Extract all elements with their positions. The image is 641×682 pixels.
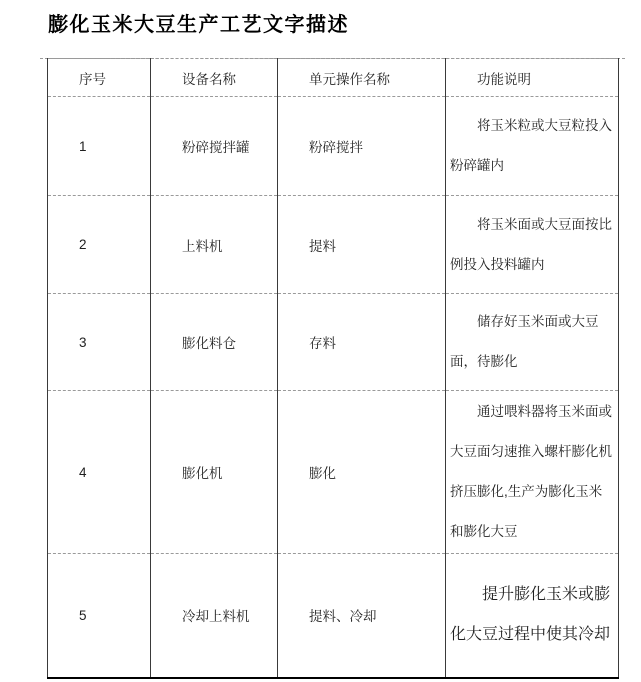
row-number-cell: 5 <box>48 554 151 678</box>
row-number-cell: 1 <box>48 97 151 196</box>
table-row <box>48 554 619 678</box>
device-name-cell: 粉碎搅拌罐 <box>151 97 278 196</box>
operation-name-cell: 膨化 <box>278 391 446 554</box>
function-description-cell: 储存好玉米面或大豆面，待膨化 <box>446 294 619 391</box>
document-title: 膨化玉米大豆生产工艺文字描述 <box>48 14 349 36</box>
function-description-cell: 提升膨化玉米或膨化大豆过程中使其冷却 <box>446 554 619 678</box>
table-row <box>48 294 619 391</box>
table-header-row <box>48 59 619 97</box>
row-number-cell: 2 <box>48 196 151 294</box>
header-cell-number: 序号 <box>48 59 151 97</box>
device-name-cell: 膨化料仓 <box>151 294 278 391</box>
operation-name-cell: 粉碎搅拌 <box>278 97 446 196</box>
function-description-cell: 通过喂料器将玉米面或大豆面匀速推入螺杆膨化机挤压膨化,生产为膨化玉米和膨化大豆 <box>446 391 619 554</box>
table-row <box>48 97 619 196</box>
header-cell-device-name: 设备名称 <box>151 59 278 97</box>
device-name-cell: 膨化机 <box>151 391 278 554</box>
table-body <box>48 97 619 678</box>
function-description-cell: 将玉米面或大豆面按比例投入投料罐内 <box>446 196 619 294</box>
table-row <box>48 391 619 554</box>
operation-name-cell: 存料 <box>278 294 446 391</box>
table-row <box>48 196 619 294</box>
row-number-cell: 4 <box>48 391 151 554</box>
operation-name-cell: 提料、冷却 <box>278 554 446 678</box>
row-number-cell: 3 <box>48 294 151 391</box>
header-cell-function-description: 功能说明 <box>446 59 619 97</box>
header-cell-operation-name: 单元操作名称 <box>278 59 446 97</box>
function-description-cell: 将玉米粒或大豆粒投入粉碎罐内 <box>446 97 619 196</box>
process-table-wrapper <box>40 58 625 679</box>
operation-name-cell: 提料 <box>278 196 446 294</box>
device-name-cell: 上料机 <box>151 196 278 294</box>
process-table <box>47 58 619 679</box>
device-name-cell: 冷却上料机 <box>151 554 278 678</box>
